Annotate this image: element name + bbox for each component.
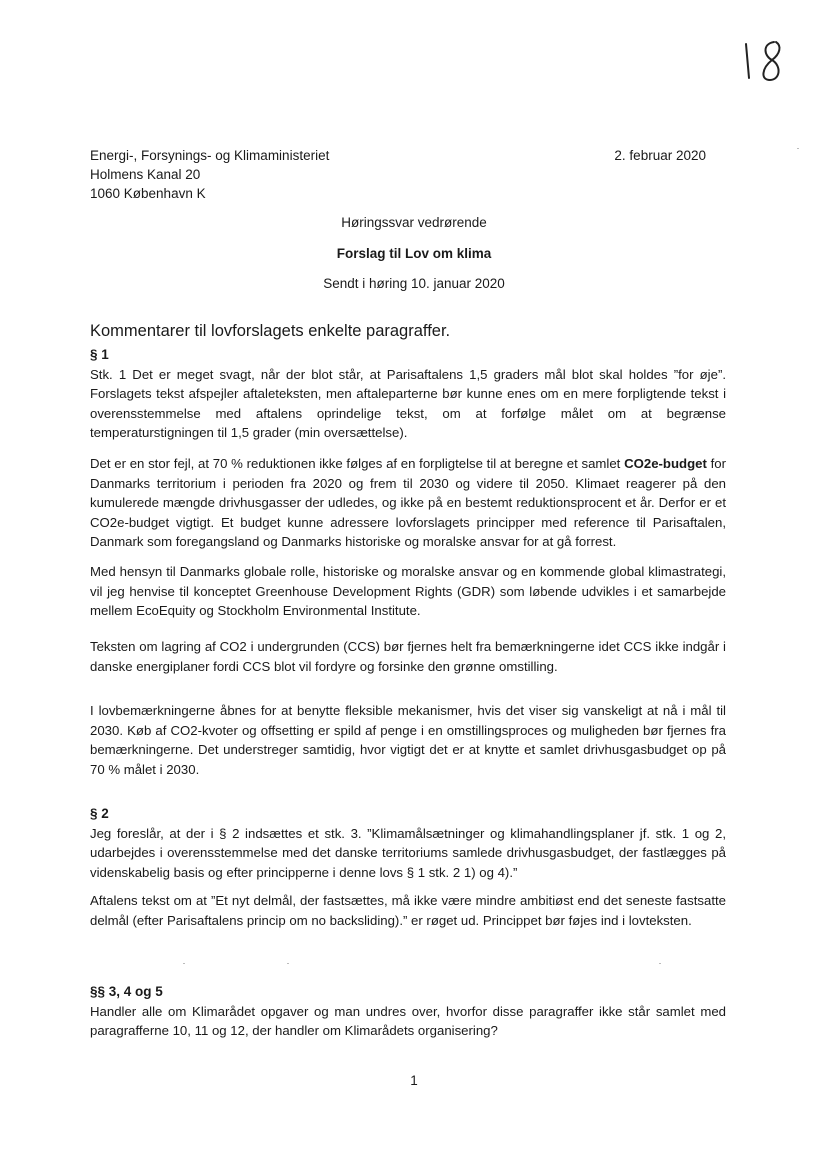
handwritten-page-mark (736, 30, 796, 90)
document-title: Forslag til Lov om klima (336, 246, 492, 261)
document-subtitle: Høringssvar vedrørende (341, 215, 487, 230)
body-paragraph: I lovbemærkningerne åbnes for at benytte fleksible mekanismer, hvis det viser sig vanskeligt at nå i mål til 2030. Køb af CO2-kvoter og offsetting er spild af penge i en omstillingsproces og muligheden bør fjernes fra bemærkningerne. Det understreger samtidig, hvor vigtigt det er at knytte et samlet drivhusgasbudget op på 70 % målet i 2030. (90, 703, 726, 777)
section-heading: Kommentarer til lovforslagets enkelte paragraffer. (90, 322, 451, 340)
section-1-co2-paragraph (90, 454, 726, 552)
section-1-gdr-paragraph (90, 562, 726, 621)
section-1-flex-paragraph (90, 701, 726, 779)
body-paragraph: Teksten om lagring af CO2 i undergrunden (CCS) bør fjernes helt fra bemærkningerne idet CCS ikke indgår i danske energiplaner fordi CCS blot vil fordyre og forsinke den grønne omstilling. (90, 639, 726, 674)
section-1-ccs-paragraph (90, 637, 726, 676)
section-2 (90, 804, 726, 882)
paragraph-label: §§ 3, 4 og 5 (90, 984, 163, 999)
text-run: Det er en stor fejl, at 70 % reduktionen ikke følges af en forpligtelse til at beregne et samlet (90, 456, 625, 471)
body-paragraph: Aftalens tekst om at ”Et nyt delmål, der fastsættes, må ikke være mindre ambitiøst end det seneste fastsatte delmål (efter Parisaftalens princip om no backsliding).” er røget ud. Princippet bør føjes ind i lovteksten. (90, 893, 726, 928)
address-line: Energi-, Forsynings- og Klimaministeriet (90, 148, 330, 163)
bold-term: CO2e-budget (624, 456, 707, 471)
sent-date: Sendt i høring 10. januar 2020 (323, 276, 505, 291)
body-paragraph: Med hensyn til Danmarks globale rolle, historiske og moralske ansvar og en kommende global klimastrategi, vil jeg henvise til konceptet Greenhouse Development Rights (GDR) som løbende udvikles i et samarbejde mellem EcoEquity og Stockholm Environmental Institute. (90, 564, 726, 618)
section-2-backsliding-paragraph (90, 891, 726, 930)
address-line: 1060 København K (90, 186, 206, 201)
paragraph-label: § 2 (90, 806, 109, 821)
page-number: 1 (410, 1073, 418, 1088)
letter-date: 2. februar 2020 (614, 148, 706, 163)
body-paragraph: Handler alle om Klimarådet opgaver og man undres over, hvorfor disse paragraffer ikke står samlet med paragrafferne 10, 11 og 12, der handler om Klimarådets organisering? (90, 1003, 726, 1038)
scan-speck (287, 963, 289, 964)
scan-speck (797, 148, 799, 149)
address-line: Holmens Kanal 20 (90, 167, 201, 182)
body-paragraph: Jeg foreslår, at der i § 2 indsættes et stk. 3. ”Klimamålsætninger og klimahandlingsplaner jf. stk. 1 og 2, udarbejdes i overensstemmelse med det danske territoriums samlede drivhusgasbudget, der fastlægges på videnskabelig basis og efter principperne i denne lovs § 1 stk. 2 1) og 4).” (90, 825, 726, 880)
section-1 (90, 345, 726, 443)
recipient-address (90, 146, 329, 203)
body-paragraph: Stk. 1 Det er meget svagt, når der blot står, at Parisaftalens 1,5 graders mål blot skal holdes ”for øje”. Forslagets tekst afspejler aftaleteksten, men aftaleparterne bør kunne enes om en mere forpligtende tekst i overensstemmelse med aftalens oprindelige tekst, om at forfølge målet om at begrænse temperaturstigningen til 1,5 grader (min oversættelse). (90, 366, 726, 440)
scan-speck (659, 963, 661, 964)
text-run: for Danmarks territorium i perioden fra 2020 og frem til 2030 og videre til 2050. Klimaet reagerer på den kumulerede mængde drivhusgasser der udledes, og ikke på en bestemt reduktionsprocent et år. Derfor er et CO2e-budget vigtigt. Et budget kunne adressere lovforslagets principper med reference til Parisaftalen, Danmark som foregangsland og Danmarks historiske og moralske ansvar for at gå forrest. (90, 456, 726, 549)
section-3-4-5 (90, 982, 726, 1041)
scan-speck (183, 963, 185, 964)
paragraph-label: § 1 (90, 347, 109, 362)
